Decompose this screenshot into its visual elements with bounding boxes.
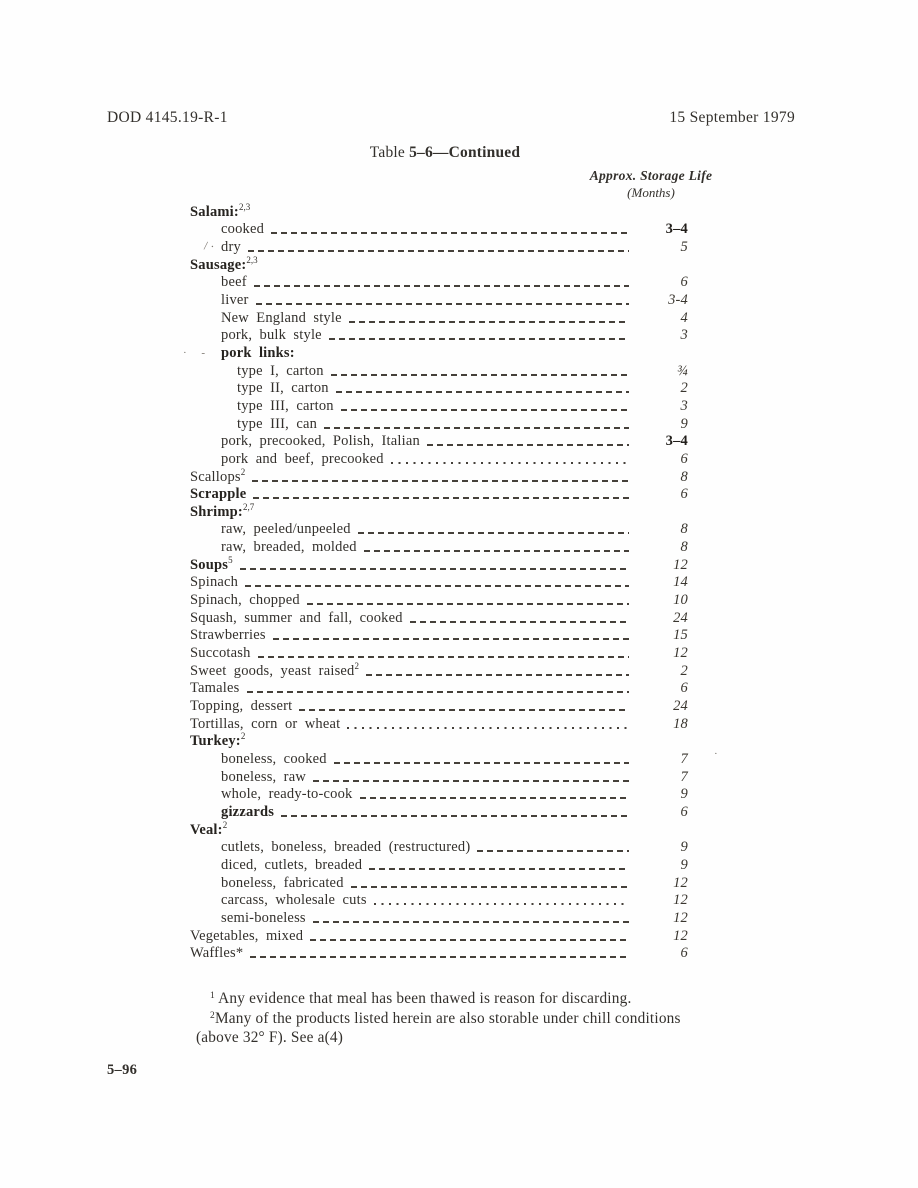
table-row <box>190 362 688 380</box>
item-label <box>237 380 329 397</box>
item-label <box>221 327 322 344</box>
storage-months-value: 6 <box>680 274 688 291</box>
item-label <box>190 501 255 521</box>
storage-months-value: 3 <box>680 397 688 414</box>
storage-months-value: 4 <box>680 309 688 326</box>
item-label <box>221 451 384 468</box>
item-label-text: carcass, wholesale cuts <box>221 892 367 909</box>
item-label <box>190 254 258 274</box>
storage-life-column-header <box>560 168 742 201</box>
table-row <box>190 750 688 768</box>
item-label-text: Scrapple <box>190 486 247 503</box>
table-row <box>190 733 688 751</box>
item-label <box>190 945 243 962</box>
table-row <box>190 874 688 892</box>
storage-months-value: 3-4 <box>668 291 688 308</box>
storage-months-value: 5 <box>680 238 688 255</box>
item-label <box>221 839 470 856</box>
storage-life-table <box>190 203 688 962</box>
footnote-2-continued: (above 32° F). See a(4) <box>196 1029 344 1046</box>
storage-months-value: 18 <box>673 715 688 732</box>
storage-months-value: 2 <box>680 380 688 397</box>
dash-leader <box>247 691 629 693</box>
table-row <box>190 591 688 609</box>
item-label <box>221 751 327 768</box>
table-row <box>190 538 688 556</box>
storage-months-value: 3–4 <box>665 433 688 450</box>
table-row <box>190 856 688 874</box>
item-label-text: Spinach <box>190 574 239 591</box>
storage-months-value: 12 <box>673 645 688 662</box>
dash-leader <box>364 550 629 552</box>
item-label-text: whole, ready-to-cook <box>221 786 353 803</box>
dash-leader <box>254 285 629 287</box>
dash-leader <box>248 250 629 252</box>
item-label-text: raw, breaded, molded <box>221 539 357 556</box>
storage-months-value: 8 <box>680 521 688 538</box>
storage-months-value: 6 <box>680 680 688 697</box>
table-title-prefix: Table <box>369 144 410 161</box>
footnote-reference: 2 <box>240 731 246 742</box>
item-label-text: cooked <box>221 221 265 238</box>
dash-leader <box>307 603 629 605</box>
item-label-text: Turkey: <box>190 733 241 750</box>
footnote-2-marker: 2 <box>210 1010 215 1021</box>
table-row <box>190 274 688 292</box>
storage-months-value: 6 <box>680 486 688 503</box>
item-label <box>190 928 303 945</box>
item-label <box>221 769 306 786</box>
scan-artifact-dots: · - <box>183 347 212 359</box>
storage-months-value: 10 <box>673 592 688 609</box>
item-label-text: Spinach, chopped <box>190 592 300 609</box>
storage-months-value: 12 <box>673 927 688 944</box>
page-number: 5–96 <box>107 1062 138 1078</box>
item-label <box>190 716 340 733</box>
dash-leader <box>310 939 629 941</box>
item-label <box>221 539 357 556</box>
storage-months-value: 12 <box>673 892 688 909</box>
storage-months-value: 6 <box>680 945 688 962</box>
item-label-text: dry <box>221 238 241 255</box>
storage-months-value: 9 <box>680 786 688 803</box>
dash-leader <box>252 480 629 482</box>
dash-leader <box>258 656 629 658</box>
item-label-text: Shrimp: <box>190 503 243 520</box>
item-label-text: Strawberries <box>190 627 266 644</box>
dash-leader <box>410 621 629 623</box>
item-label-text: type II, carton <box>237 380 329 397</box>
table-row <box>190 256 688 274</box>
column-header-line1: Approx. Storage Life <box>589 168 713 183</box>
item-label-text: pork, precooked, Polish, Italian <box>221 433 420 450</box>
table-row <box>190 892 688 910</box>
table-row <box>190 327 688 345</box>
item-label <box>221 221 264 238</box>
scan-artifact-slash: / · <box>203 238 216 254</box>
dash-leader <box>358 532 629 534</box>
item-label <box>190 627 266 644</box>
footnote-1-marker: 1 <box>210 991 215 1001</box>
item-label <box>190 645 251 662</box>
table-row <box>190 238 688 256</box>
item-label <box>190 680 240 697</box>
table-row <box>190 627 688 645</box>
table-row <box>190 574 688 592</box>
item-label-text: boneless, cooked <box>221 751 327 767</box>
table-row <box>190 291 688 309</box>
table-row <box>190 344 688 362</box>
item-label-text: Veal: <box>190 821 223 838</box>
table-row <box>190 486 688 504</box>
item-label-text: Vegetables, mixed <box>190 927 304 944</box>
item-label-text: cutlets, boneless, breaded (restructured) <box>221 839 471 856</box>
storage-months-value: 6 <box>680 450 688 467</box>
table-row <box>190 468 688 486</box>
table-row <box>190 945 688 963</box>
storage-months-value: 24 <box>673 609 688 626</box>
scan-artifact-tick: · <box>714 748 718 760</box>
item-label-text: Sausage: <box>190 256 247 273</box>
item-label <box>190 574 238 591</box>
dash-leader <box>347 727 629 729</box>
table-row <box>190 609 688 627</box>
table-row <box>190 697 688 715</box>
footnote-reference: 2,7 <box>242 501 255 512</box>
dash-leader <box>369 868 629 870</box>
item-label <box>190 554 233 574</box>
item-label-text: type I, carton <box>237 362 324 379</box>
storage-months-value: 8 <box>680 539 688 556</box>
table-row <box>190 644 688 662</box>
storage-months-value: 9 <box>680 415 688 432</box>
item-label <box>221 521 351 538</box>
footnote-reference: 5 <box>228 554 233 565</box>
item-label-text: pork links: <box>221 344 295 361</box>
item-label <box>221 310 342 327</box>
table-row <box>190 821 688 839</box>
dash-leader <box>271 232 629 234</box>
item-label <box>190 698 292 715</box>
table-row <box>190 680 688 698</box>
item-label-text: Scallops <box>190 468 241 485</box>
item-label <box>190 592 300 609</box>
storage-months-value: 12 <box>673 909 688 926</box>
table-row <box>190 450 688 468</box>
storage-months-value: 9 <box>680 856 688 873</box>
dash-leader <box>360 797 629 799</box>
table-row <box>190 203 688 221</box>
item-label <box>190 733 245 750</box>
dash-leader <box>477 850 629 852</box>
item-label <box>221 292 249 309</box>
item-label-text: pork, bulk style <box>221 327 322 344</box>
table-row <box>190 803 688 821</box>
item-label-text: Salami: <box>190 203 239 220</box>
item-label <box>190 819 228 839</box>
item-label <box>221 804 274 821</box>
item-label-text: Squash, summer and fall, cooked <box>190 609 403 626</box>
item-label-text: Succotash <box>190 645 251 662</box>
footnote-reference: 2,3 <box>246 254 258 265</box>
table-row <box>190 415 688 433</box>
table-row <box>190 380 688 398</box>
item-label-text: beef <box>221 274 247 291</box>
item-label-text: Waffles* <box>190 945 244 962</box>
item-label-text: type III, can <box>237 415 318 432</box>
footnote-1-text: Any evidence that meal has been thawed is reason for discarding. <box>214 990 632 1007</box>
dash-leader <box>336 391 629 393</box>
item-label-text: Topping, dessert <box>190 698 293 715</box>
item-label-text: New England style <box>221 309 342 326</box>
storage-months-value: ¾ <box>676 362 688 379</box>
dash-leader <box>391 462 629 464</box>
storage-months-value: 8 <box>680 468 688 485</box>
dash-leader <box>313 921 629 923</box>
dash-leader <box>427 444 629 446</box>
storage-months-value: 15 <box>673 627 688 644</box>
table-row <box>190 309 688 327</box>
item-label <box>221 345 295 362</box>
item-label <box>190 466 246 486</box>
item-label-text: raw, peeled/unpeeled <box>221 521 351 538</box>
storage-months-value: 12 <box>673 874 688 891</box>
table-row <box>190 397 688 415</box>
footnote-reference: 2 <box>240 466 246 477</box>
table-row <box>190 909 688 927</box>
item-label <box>221 433 420 450</box>
dash-leader <box>331 374 629 376</box>
dash-leader <box>366 674 629 676</box>
item-label-text: liver <box>221 291 249 308</box>
dash-leader <box>256 303 629 305</box>
table-row <box>190 786 688 804</box>
item-label-text: gizzards <box>221 803 275 820</box>
doc-number: DOD 4145.19-R-1 <box>107 109 228 126</box>
item-label <box>221 239 241 256</box>
footnotes <box>196 989 726 1048</box>
table-row <box>190 768 688 786</box>
item-label <box>237 416 317 433</box>
dash-leader <box>281 815 629 817</box>
item-label-text: pork and beef, precooked <box>221 450 384 467</box>
dash-leader <box>374 903 629 905</box>
table-row <box>190 839 688 857</box>
item-label <box>190 610 403 627</box>
doc-date: 15 September 1979 <box>669 109 795 126</box>
column-header-line2: (Months) <box>627 185 675 200</box>
dash-leader <box>313 780 629 782</box>
item-label-text: boneless, fabricated <box>221 874 344 891</box>
item-label <box>190 486 246 503</box>
storage-months-value: 7 <box>680 751 688 767</box>
dash-leader <box>299 709 629 711</box>
document-header <box>107 109 795 127</box>
table-row <box>190 503 688 521</box>
item-label <box>237 363 324 380</box>
item-label <box>221 786 353 803</box>
item-label-text: Soups <box>190 556 229 573</box>
table-title-number: 5–6—Continued <box>409 144 521 161</box>
item-label <box>237 398 334 415</box>
dash-leader <box>245 585 629 587</box>
item-label-text: Tamales <box>190 680 240 697</box>
item-label <box>221 274 247 291</box>
storage-months-value: 12 <box>673 556 688 573</box>
dash-leader <box>273 638 629 640</box>
table-row <box>190 221 688 239</box>
storage-months-value: 6 <box>680 803 688 820</box>
item-label <box>221 910 306 927</box>
footnote-2-text: Many of the products listed herein are also storable under chill conditions <box>214 1009 681 1027</box>
item-label-text: diced, cutlets, breaded <box>221 856 363 873</box>
table-row <box>190 662 688 680</box>
item-label-text: semi-boneless <box>221 909 306 926</box>
storage-months-value: 2 <box>680 662 688 679</box>
footnote-reference: 2 <box>222 819 228 830</box>
table-row <box>190 715 688 733</box>
dash-leader <box>351 886 629 888</box>
item-label <box>190 660 359 680</box>
storage-months-value: 7 <box>680 768 688 785</box>
dash-leader <box>324 427 629 429</box>
storage-months-value: 9 <box>680 839 688 856</box>
item-label <box>221 875 344 892</box>
footnote-1 <box>196 989 726 1009</box>
footnote-reference: 2 <box>354 660 359 671</box>
item-label <box>190 201 251 221</box>
table-row <box>190 556 688 574</box>
item-label-text: Tortillas, corn or wheat <box>190 715 341 732</box>
storage-months-value: 3–4 <box>665 221 688 238</box>
dash-leader <box>349 321 629 323</box>
table-row <box>190 433 688 451</box>
dash-leader <box>253 497 629 499</box>
item-label-text: Sweet goods, yeast raised <box>190 662 355 679</box>
footnote-reference: 2,3 <box>238 201 251 212</box>
dash-leader <box>341 409 629 411</box>
dash-leader <box>334 762 629 764</box>
dash-leader <box>329 338 629 340</box>
storage-months-value: 24 <box>673 698 688 715</box>
item-label <box>221 892 367 909</box>
footnote-2 <box>196 1009 726 1029</box>
table-title <box>95 144 795 162</box>
dash-leader <box>240 568 629 570</box>
storage-months-value: 3 <box>680 327 688 344</box>
dash-leader <box>250 956 629 958</box>
storage-months-value: 14 <box>673 574 688 591</box>
table-row <box>190 927 688 945</box>
item-label-text: type III, carton <box>237 397 334 414</box>
table-row <box>190 521 688 539</box>
item-label <box>221 857 362 874</box>
item-label-text: boneless, raw <box>221 768 307 785</box>
